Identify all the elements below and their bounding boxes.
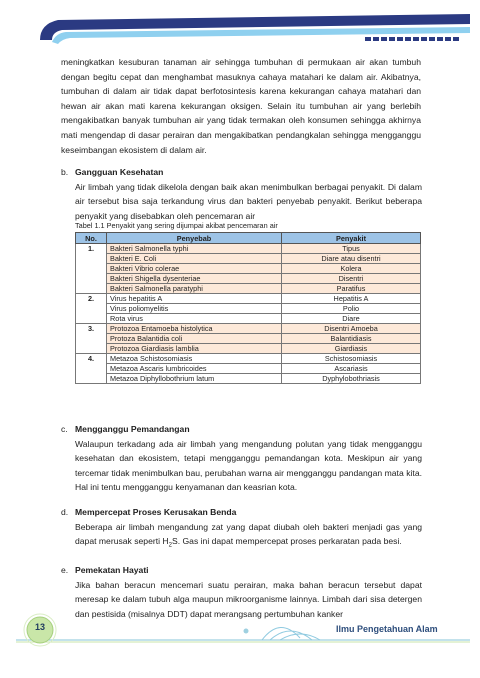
section-b <box>61 165 423 221</box>
intro-paragraph: meningkatkan kesuburan tanaman air sehingga tumbuhan di permukaan air akan tumbuh dengan begitu cepat dan menghambat masuknya cahaya matahari ke dalam air. Akibatnya, tumbuhan di dalam air tidak dapat berfotosintesis karena kekurangan cahaya matahari dan hewan air akan mati karena kekurangan oksigen. Selain itu tumbuhan air yang berlebih mengakibatkan banyak tumbuhan air yang tidak termakan oleh konsumen sehingga akhirnya mati mengendap di dasar perairan dan mengakibatkan pendangkalan sehingga mengganggu keseimbangan ekosistem di dalam air. <box>61 57 421 155</box>
section-d-title: Mempercepat Proses Kerusakan Benda <box>75 507 237 517</box>
section-b-title: Gangguan Kesehatan <box>75 167 164 177</box>
table-row <box>76 374 421 384</box>
header-penyebab: Penyebab <box>107 233 282 244</box>
section-d-text <box>75 520 422 554</box>
table-header-row <box>76 233 421 244</box>
cell-penyakit: Dyphylobothriasis <box>282 374 421 384</box>
row-group-number: 3. <box>76 324 107 354</box>
row-group-number: 1. <box>76 244 107 294</box>
cell-penyebab: Bakteri Salmonella paratyphi <box>107 284 282 294</box>
section-b-label: b. <box>61 167 69 177</box>
row-group-number: 2. <box>76 294 107 324</box>
section-c <box>61 422 423 502</box>
table-row <box>76 364 421 374</box>
cell-penyakit: Tipus <box>282 244 421 254</box>
table-row <box>76 314 421 324</box>
cell-penyebab: Metazoa Schistosomiasis <box>107 354 282 364</box>
header-penyakit: Penyakit <box>282 233 421 244</box>
section-c-text: Walaupun terkadang ada air limbah yang mengandung polutan yang tidak mengganggu kesehatan dan ekosistem, tetapi mengganggu pemandangan kota. Meskipun air yang tercemar tidak menimbulkan bau, perubahan warna air mengganggu pandangan mata kita. Hal ini tentu mengganggu kenyamanan dan keasrian kota. <box>75 438 422 493</box>
cell-penyebab: Bakteri E. Coli <box>107 254 282 264</box>
table-row <box>76 334 421 344</box>
cell-penyebab: Protozoa Giardiasis lamblia <box>107 344 282 354</box>
table-row <box>76 344 421 354</box>
section-e-text: Jika bahan beracun mencemari suatu perairan, maka bahan beracun tersebut dapat meresap ke dalam tubuh alga maupun mikroorganisme lainnya. Limbah dari sisa detergen dan pestisida (misalnya DDT) dapat merangsang pertumbuhan kanker <box>75 579 422 619</box>
table-row <box>76 264 421 274</box>
cell-penyebab: Metazoa Diphyllobothrium latum <box>107 374 282 384</box>
table-row <box>76 324 421 334</box>
cell-penyakit: Schistosomiasis <box>282 354 421 364</box>
cell-penyebab: Metazoa Ascaris lumbricoides <box>107 364 282 374</box>
section-d-text-after: S. Gas ini dapat mempercepat proses perkaratan pada besi. <box>171 536 402 547</box>
header-light-stripe <box>52 27 470 44</box>
table-row <box>76 294 421 304</box>
table-row <box>76 284 421 294</box>
cell-penyakit: Polio <box>282 304 421 314</box>
cell-penyebab: Protoza Balantidia coli <box>107 334 282 344</box>
cell-penyakit: Diare atau disentri <box>282 254 421 264</box>
table-caption: Tabel 1.1 Penyakit yang sering dijumpai akibat pencemaran air <box>75 221 278 230</box>
section-e-title: Pemekatan Hayati <box>75 565 149 575</box>
cell-penyakit: Hepatitis A <box>282 294 421 304</box>
header-banner <box>0 0 480 60</box>
cell-penyakit: Disentri Amoeba <box>282 324 421 334</box>
cell-penyakit: Disentri <box>282 274 421 284</box>
cell-penyakit: Giardiasis <box>282 344 421 354</box>
disease-table <box>75 232 421 384</box>
table-row <box>76 244 421 254</box>
cell-penyakit: Balantidiasis <box>282 334 421 344</box>
table-row <box>76 304 421 314</box>
page-number: 13 <box>34 622 45 632</box>
section-d-label: d. <box>61 507 69 517</box>
cell-penyebab: Bakteri Salmonella typhi <box>107 244 282 254</box>
book-title: Ilmu Pengetahuan Alam <box>336 624 438 634</box>
cell-penyebab: Bakteri Vibrio colerae <box>107 264 282 274</box>
table-row <box>76 274 421 284</box>
section-d-subscript: 2 <box>168 542 172 549</box>
table-row <box>76 354 421 364</box>
cell-penyebab: Bakteri Shigella dysenteriae <box>107 274 282 284</box>
section-b-text: Air limbah yang tidak dikelola dengan baik akan menimbulkan berbagai penyakit. Di dalam air tersebut bisa saja terkandung virus dan bakteri penyebab penyakit. Berikut beberapa penyakit yang disebabkan oleh pencemaran air <box>75 181 422 221</box>
cell-penyakit: Diare <box>282 314 421 324</box>
section-c-label: c. <box>61 424 68 434</box>
cell-penyebab: Protozoa Entamoeba histolytica <box>107 324 282 334</box>
section-e-label: e. <box>61 565 69 575</box>
intro-paragraph-block <box>61 55 421 157</box>
row-group-number: 4. <box>76 354 107 384</box>
cell-penyakit: Kolera <box>282 264 421 274</box>
table-row <box>76 254 421 264</box>
section-d <box>61 505 423 560</box>
header-dash-pattern <box>365 37 459 41</box>
cell-penyebab: Virus poliomyelitis <box>107 304 282 314</box>
cell-penyakit: Ascariasis <box>282 364 421 374</box>
table-body <box>76 244 421 384</box>
cell-penyebab: Rota virus <box>107 314 282 324</box>
footer-dot <box>244 629 249 634</box>
section-d-text-before: Beberapa air limbah mengandung zat yang dapat diubah oleh bakteri menjadi gas yang dapat merusak seperti H <box>75 521 422 547</box>
footer-wave-ornament <box>262 627 320 640</box>
cell-penyebab: Virus hepatitis A <box>107 294 282 304</box>
header-no: No. <box>76 233 107 244</box>
cell-penyakit: Paratifus <box>282 284 421 294</box>
section-c-title: Mengganggu Pemandangan <box>75 424 190 434</box>
